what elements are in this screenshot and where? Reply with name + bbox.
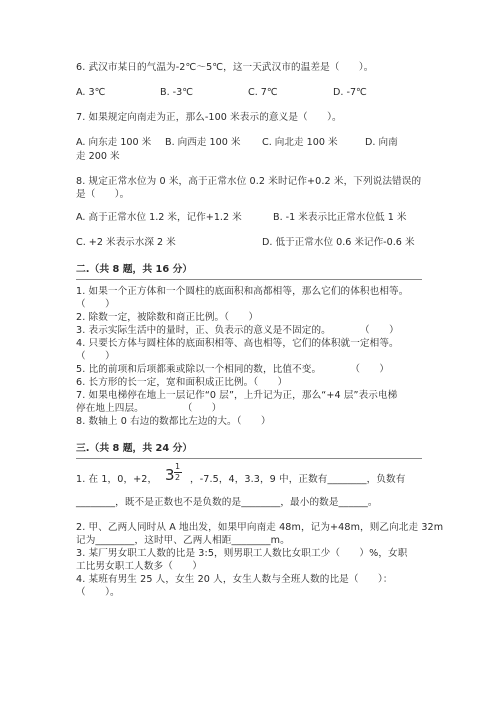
section3-header: 三.（共 8 题，共 24 分） bbox=[76, 443, 193, 454]
s3-line: 3. 某厂男女职工人数的比是 3:5，则男职工人数比女职工少（ ）%，女职 bbox=[76, 548, 408, 559]
q7-option-b: B. 向西走 100 米 bbox=[165, 137, 241, 148]
q8-stem-line1: 8. 规定正常水位为 0 米，高于正常水位 0.2 米时记作+0.2 米，下列说法错误的 bbox=[76, 176, 422, 187]
s2-line: （ ） bbox=[76, 351, 115, 362]
q7-stem: 7. 如果规定向南走为正，那么-100 米表示的意义是（ ）。 bbox=[76, 112, 342, 123]
mixed-number-whole: 3 bbox=[165, 466, 175, 484]
s2-line: 5. 比的前项和后项都乘或除以一个相同的数，比值不变。 （ ） bbox=[76, 364, 390, 375]
q6-option-c: C. 7℃ bbox=[248, 87, 278, 98]
section3-divider bbox=[76, 458, 422, 459]
s3-line: （ ）。 bbox=[76, 587, 120, 598]
q7-option-d-continued: 走 200 米 bbox=[76, 151, 120, 162]
q6-stem: 6. 武汉市某日的气温为-2℃～5℃，这一天武汉市的温差是（ ）。 bbox=[76, 62, 374, 73]
q8-option-c: C. +2 米表示水深 2 米 bbox=[76, 237, 176, 248]
s3-line: 工比男女职工人数多（ ） bbox=[76, 561, 203, 572]
s3-q1-line1-start: 1. 在 1，0，+2， bbox=[76, 474, 158, 485]
s3-q1-line1-end: ，-7.5，4，3.3，9 中，正数有________，负数有 bbox=[190, 474, 406, 485]
q6-option-d: D. -7℃ bbox=[333, 87, 367, 98]
s2-line: 2. 除数一定，被除数和商正比例。（ ） bbox=[76, 312, 259, 323]
s2-line: 3. 表示实际生活中的量时，正、负表示的意义是不固定的。 （ ） bbox=[76, 325, 399, 336]
s2-line: （ ） bbox=[76, 299, 115, 310]
s2-line: 1. 如果一个正方体和一个圆柱的底面积和高都相等，那么它们的体积也相等。 bbox=[76, 286, 409, 297]
q8-option-d: D. 低于正常水位 0.6 米记作-0.6 米 bbox=[262, 237, 415, 248]
s3-line: 记为________，这时甲、乙两人相距________m。 bbox=[76, 535, 290, 546]
section2-divider bbox=[76, 279, 422, 280]
q7-option-c: C. 向北走 100 米 bbox=[262, 137, 338, 148]
section2-header: 二.（共 8 题，共 16 分） bbox=[76, 264, 193, 275]
s2-line: 6. 长方形的长一定，宽和面积成正比例。（ ） bbox=[76, 377, 288, 388]
s2-line: 7. 如果电梯停在地上一层记作“0 层”，上升记为正，那么“+4 层”表示电梯 bbox=[76, 390, 398, 401]
s2-line: 停在地上四层。 （ ） bbox=[76, 403, 222, 414]
s2-line: 8. 数轴上 0 右边的数都比左边的大。（ ） bbox=[76, 416, 271, 427]
q8-option-a: A. 高于正常水位 1.2 米，记作+1.2 米 bbox=[76, 212, 242, 223]
s3-line: 4. 某班有男生 25 人，女生 20 人，女生人数与全班人数的比是（ ）： bbox=[76, 574, 393, 585]
mixed-number-denominator: 2 bbox=[175, 473, 181, 482]
q7-option-d: D. 向南 bbox=[365, 137, 398, 148]
s3-line: 2. 甲、乙两人同时从 A 地出发，如果甲向南走 48m，记为+48m，则乙向北走 32m bbox=[76, 522, 444, 533]
q6-option-b: B. -3℃ bbox=[160, 87, 194, 98]
s3-q1-line2: ________，既不是正数也不是负数的是________，最小的数是______。 bbox=[76, 497, 378, 508]
q7-option-a: A. 向东走 100 米 bbox=[76, 137, 152, 148]
s2-line: 4. 只要长方体与圆柱体的底面积相等、高也相等，它们的体积就一定相等。 bbox=[76, 338, 399, 349]
q6-option-a: A. 3℃ bbox=[76, 87, 106, 98]
q8-stem-line2: 是（ ）。 bbox=[76, 189, 130, 200]
q8-option-b: B. -1 米表示比正常水位低 1 米 bbox=[273, 212, 407, 223]
mixed-number-numerator: 1 bbox=[175, 462, 181, 471]
mixed-number bbox=[165, 459, 187, 489]
